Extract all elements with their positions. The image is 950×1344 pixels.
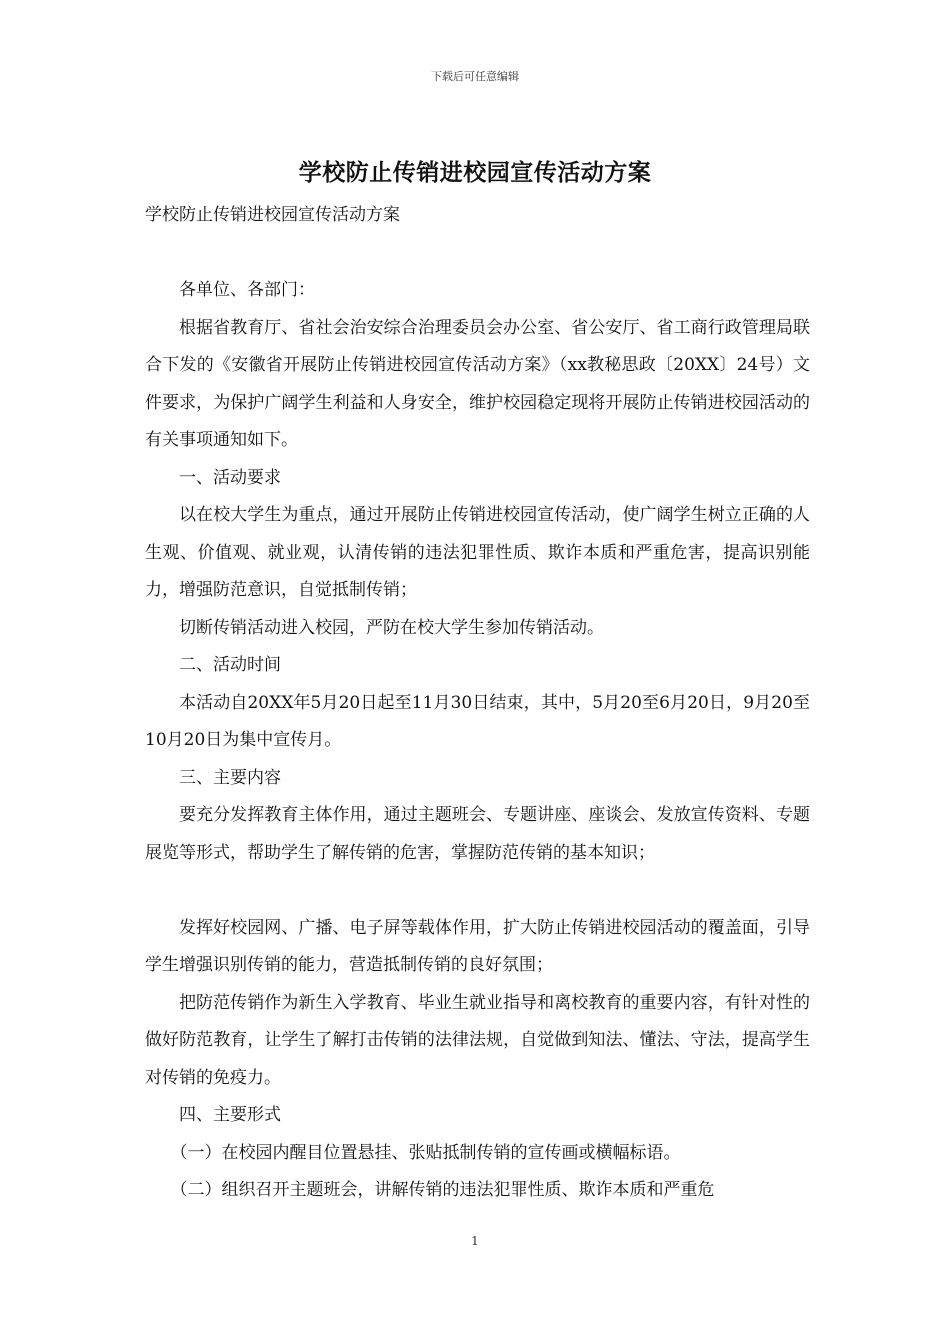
section-heading-time: 二、活动时间 xyxy=(179,655,281,675)
page-number: 1 xyxy=(471,1234,479,1248)
paragraph-requirements: 以在校大学生为重点，通过开展防止传销进校园宣传活动，使广阔学生树立正确的人生观、价值观、就业观，认清传销的违法犯罪性质、欺诈本质和严重危害，提高识别能力，增强防范意识，自觉抵制传销； xyxy=(145,505,810,600)
paragraph-content-1: 要充分发挥教育主体作用，通过主题班会、专题讲座、座谈会、发放宣传资料、专题展览等形式，帮助学生了解传销的危害，掌握防范传销的基本知识； xyxy=(145,805,810,863)
section-heading-requirements: 一、活动要求 xyxy=(179,467,281,488)
document-subtitle: 学校防止传销进校园宣传活动方案 xyxy=(145,205,400,225)
paragraph-salutation: 各单位、各部门： xyxy=(179,280,315,300)
paragraph-form-1: （一）在校园内醒目位置悬挂、张贴抵制传销的宣传画或横幅标语。 xyxy=(170,1142,681,1163)
paragraph-intro: 根据省教育厅、省社会治安综合治理委员会办公室、省公安厅、省工商行政管理局联合下发的《安徽省开展防止传销进校园宣传活动方案》（xx教秘思政〔20XX〕24号）文件要求，为保护广阔学生利益和人身安全，维护校园稳定现将开展防止传销进校园活动的有关事项通知如下。 xyxy=(145,317,810,450)
section-heading-content: 三、主要内容 xyxy=(179,767,281,788)
paragraph-content-3: 把防范传销作为新生入学教育、毕业生就业指导和离校教育的重要内容，有针对性的做好防范教育，让学生了解打击传销的法律法规，自觉做到知法、懂法、守法，提高学生对传销的免疫力。 xyxy=(145,992,810,1088)
header-note: 下载后可任意编辑 xyxy=(431,70,519,83)
paragraph-form-2: （二）组织召开主题班会，讲解传销的违法犯罪性质、欺诈本质和严重危 xyxy=(170,1180,715,1200)
paragraph-cutoff: 切断传销活动进入校园，严防在校大学生参加传销活动。 xyxy=(179,617,604,638)
document-title: 学校防止传销进校园宣传活动方案 xyxy=(298,159,652,186)
section-heading-forms: 四、主要形式 xyxy=(179,1105,281,1125)
paragraph-time: 本活动自20XX年5月20日起至11月30日结束，其中，5月20至6月20日，9月20至10月20日为集中宣传月。 xyxy=(145,692,810,750)
document-body xyxy=(145,272,810,1210)
paragraph-content-2: 发挥好校园网、广播、电子屏等载体作用，扩大防止传销进校园活动的覆盖面，引导学生增强识别传销的能力，营造抵制传销的良好氛围； xyxy=(145,917,810,975)
